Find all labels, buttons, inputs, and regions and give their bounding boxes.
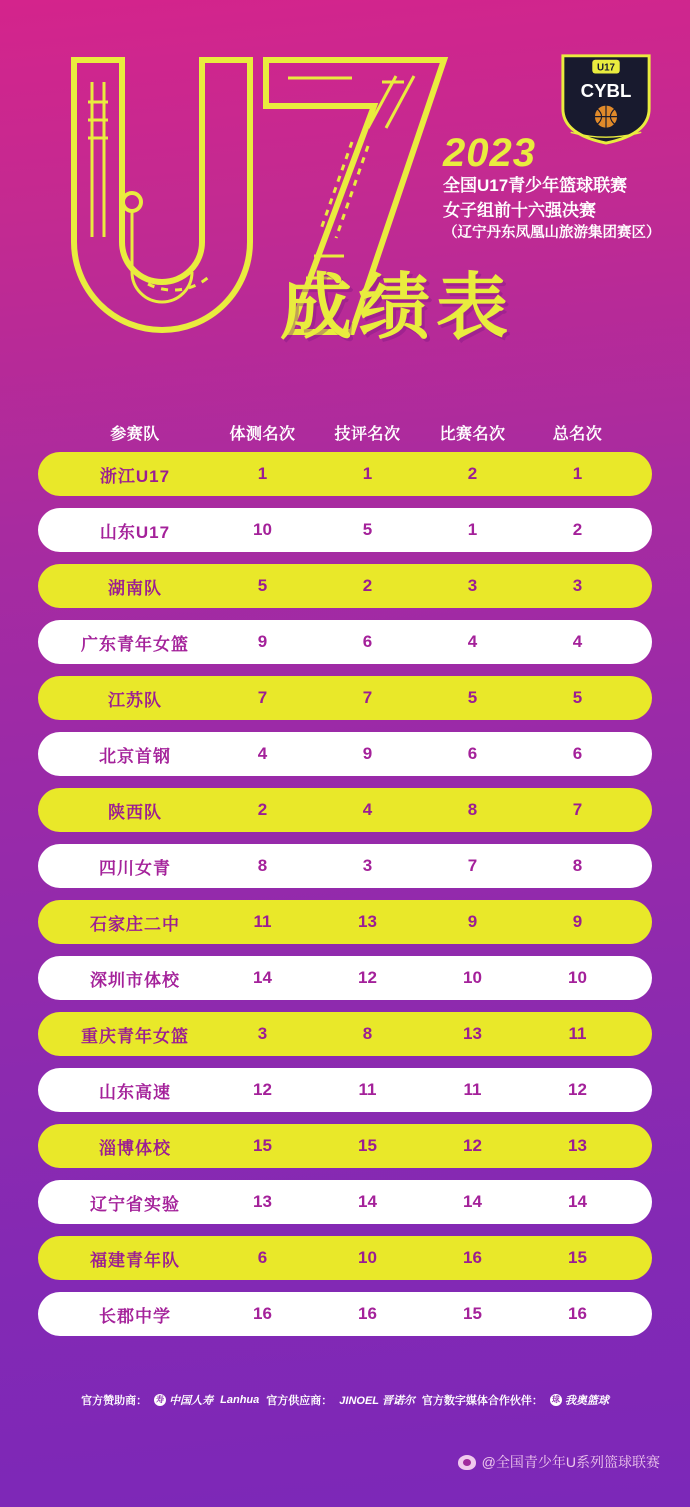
- cell-rank-2: 1: [362, 464, 373, 483]
- table-row: [38, 1012, 652, 1056]
- sponsor-logo-chinalife: [154, 1392, 213, 1408]
- cell-team: 江苏队: [108, 690, 162, 710]
- cell-team: 福建青年队: [90, 1250, 180, 1270]
- cell-rank-4: 6: [572, 744, 583, 763]
- weibo-credit: [0, 1452, 690, 1472]
- table-row: [38, 452, 652, 496]
- header-total: 总名次: [552, 425, 603, 443]
- cell-rank-2: 8: [362, 1024, 373, 1043]
- table-row: [38, 1236, 652, 1280]
- table-row: [38, 1180, 652, 1224]
- cell-rank-3: 12: [463, 1136, 482, 1155]
- cell-rank-2: 4: [362, 800, 373, 819]
- cell-rank-3: 8: [467, 800, 478, 819]
- cell-rank-1: 13: [253, 1192, 272, 1211]
- table-row: [38, 788, 652, 832]
- event-title-block: [443, 133, 678, 244]
- cell-rank-3: 4: [467, 632, 478, 651]
- cell-rank-4: 2: [572, 520, 583, 539]
- cell-rank-3: 3: [467, 576, 478, 595]
- table-row: [38, 564, 652, 608]
- cell-rank-4: 13: [568, 1136, 587, 1155]
- media-label: 官方数字媒体合作伙伴：: [421, 1395, 543, 1407]
- sponsor-lanhua-label: Lanhua: [220, 1394, 260, 1406]
- event-name-line1: 全国U17青少年篮球联赛: [443, 176, 628, 195]
- cell-rank-1: 10: [253, 520, 272, 539]
- table-row: [38, 620, 652, 664]
- supplier-logo-jinoel: [339, 1392, 415, 1408]
- cell-rank-4: 5: [572, 688, 583, 707]
- header-team: 参赛队: [110, 425, 160, 443]
- table-row: [38, 508, 652, 552]
- cell-rank-4: 14: [568, 1192, 587, 1211]
- cell-rank-3: 10: [463, 968, 482, 987]
- cell-rank-1: 14: [253, 968, 272, 987]
- event-name-line3: （辽宁丹东凤凰山旅游集团赛区）: [443, 225, 661, 242]
- header-match: 比赛名次: [439, 425, 506, 443]
- cell-team: 长郡中学: [99, 1306, 171, 1326]
- cell-team: 重庆青年女篮: [81, 1026, 189, 1046]
- svg-text:U17: U17: [597, 62, 615, 74]
- cybl-logo-icon: [557, 48, 655, 146]
- cell-rank-1: 8: [257, 856, 268, 875]
- table-row: [38, 1124, 652, 1168]
- woao-mark-icon: 球: [551, 1395, 560, 1404]
- cell-rank-1: 5: [257, 576, 268, 595]
- cell-rank-3: 15: [463, 1304, 482, 1323]
- media-logo-woao: [550, 1392, 609, 1408]
- cell-rank-4: 15: [568, 1248, 587, 1267]
- cell-rank-3: 5: [467, 688, 478, 707]
- media-woao-label: 我奥篮球: [564, 1395, 609, 1407]
- cell-rank-1: 12: [253, 1080, 272, 1099]
- cell-rank-3: 16: [463, 1248, 482, 1267]
- cell-rank-3: 7: [467, 856, 478, 875]
- cell-team: 淄博体校: [99, 1138, 171, 1158]
- cell-rank-4: 8: [572, 856, 583, 875]
- cell-rank-3: 1: [467, 520, 478, 539]
- cell-team: 广东青年女篮: [81, 634, 189, 654]
- cell-rank-3: 13: [463, 1024, 482, 1043]
- cell-team: 四川女青: [99, 858, 171, 878]
- sponsor-label: 官方赞助商：: [81, 1395, 148, 1407]
- cell-rank-4: 16: [568, 1304, 587, 1323]
- cell-team: 陕西队: [108, 802, 162, 822]
- poster-header: [0, 0, 690, 390]
- cell-rank-2: 10: [358, 1248, 377, 1267]
- table-row: [38, 1292, 652, 1336]
- cell-rank-4: 1: [572, 464, 583, 483]
- table-row: [38, 732, 652, 776]
- page-title: 成绩表: [280, 268, 515, 348]
- cell-rank-3: 2: [467, 464, 478, 483]
- cell-rank-4: 9: [572, 912, 583, 931]
- cell-rank-3: 9: [467, 912, 478, 931]
- cell-rank-3: 14: [463, 1192, 482, 1211]
- cell-rank-3: 11: [463, 1080, 482, 1099]
- cell-rank-4: 3: [572, 576, 583, 595]
- cell-rank-2: 2: [362, 576, 373, 595]
- cell-team: 辽宁省实验: [90, 1194, 180, 1214]
- chinalife-mark-icon: 寿: [156, 1395, 165, 1404]
- table-row: [38, 900, 652, 944]
- svg-text:CYBL: CYBL: [580, 80, 632, 101]
- cell-team: 山东高速: [99, 1082, 171, 1102]
- weibo-icon: [458, 1455, 476, 1470]
- cell-team: 北京首钢: [99, 746, 171, 766]
- table-header-row: [38, 412, 652, 452]
- results-table: [0, 412, 690, 1348]
- sponsor-chinalife-label: 中国人寿: [169, 1395, 214, 1407]
- cell-team: 石家庄二中: [90, 914, 180, 934]
- table-body: [38, 452, 652, 1336]
- cell-rank-1: 7: [257, 688, 268, 707]
- weibo-handle: @全国青少年U系列篮球联赛: [481, 1454, 660, 1470]
- cell-rank-2: 12: [358, 968, 377, 987]
- cell-rank-1: 3: [257, 1024, 268, 1043]
- cell-rank-2: 5: [362, 520, 373, 539]
- cell-team: 山东U17: [99, 522, 171, 542]
- cell-rank-4: 10: [568, 968, 587, 987]
- cell-rank-2: 15: [358, 1136, 377, 1155]
- table-row: [38, 1068, 652, 1112]
- table-row: [38, 676, 652, 720]
- cell-team: 浙江U17: [99, 466, 171, 486]
- cell-rank-1: 16: [253, 1304, 272, 1323]
- header-fitness: 体测名次: [229, 425, 296, 443]
- sponsor-logo-lanhua: [220, 1394, 259, 1406]
- event-year: 2023: [443, 131, 536, 175]
- cell-rank-4: 11: [568, 1024, 587, 1043]
- cell-rank-1: 9: [257, 632, 268, 651]
- supplier-jinoel-label: JINOEL 晋诺尔: [339, 1395, 415, 1407]
- cell-rank-2: 7: [362, 688, 373, 707]
- table-row: [38, 956, 652, 1000]
- cell-rank-4: 12: [568, 1080, 587, 1099]
- cell-rank-3: 6: [467, 744, 478, 763]
- cell-rank-1: 2: [257, 800, 268, 819]
- event-name-line2: 女子组前十六强决赛: [443, 200, 596, 220]
- cell-rank-1: 15: [253, 1136, 272, 1155]
- cell-rank-4: 7: [572, 800, 583, 819]
- cell-rank-1: 6: [257, 1248, 268, 1267]
- cell-rank-2: 16: [358, 1304, 377, 1323]
- cell-rank-2: 11: [358, 1080, 377, 1099]
- cell-rank-1: 11: [253, 912, 272, 931]
- cell-rank-2: 6: [362, 632, 373, 651]
- cell-rank-4: 4: [572, 632, 583, 651]
- supplier-label: 官方供应商：: [266, 1395, 333, 1407]
- cell-rank-2: 14: [358, 1192, 377, 1211]
- table-row: [38, 844, 652, 888]
- cell-team: 湖南队: [108, 578, 162, 598]
- cell-rank-1: 4: [257, 744, 268, 763]
- header-skill: 技评名次: [334, 425, 401, 443]
- cell-rank-2: 9: [362, 744, 373, 763]
- cell-rank-2: 13: [358, 912, 377, 931]
- cell-team: 深圳市体校: [90, 970, 180, 990]
- sponsor-bar: [0, 1392, 690, 1408]
- cell-rank-1: 1: [257, 464, 268, 483]
- cell-rank-2: 3: [362, 856, 373, 875]
